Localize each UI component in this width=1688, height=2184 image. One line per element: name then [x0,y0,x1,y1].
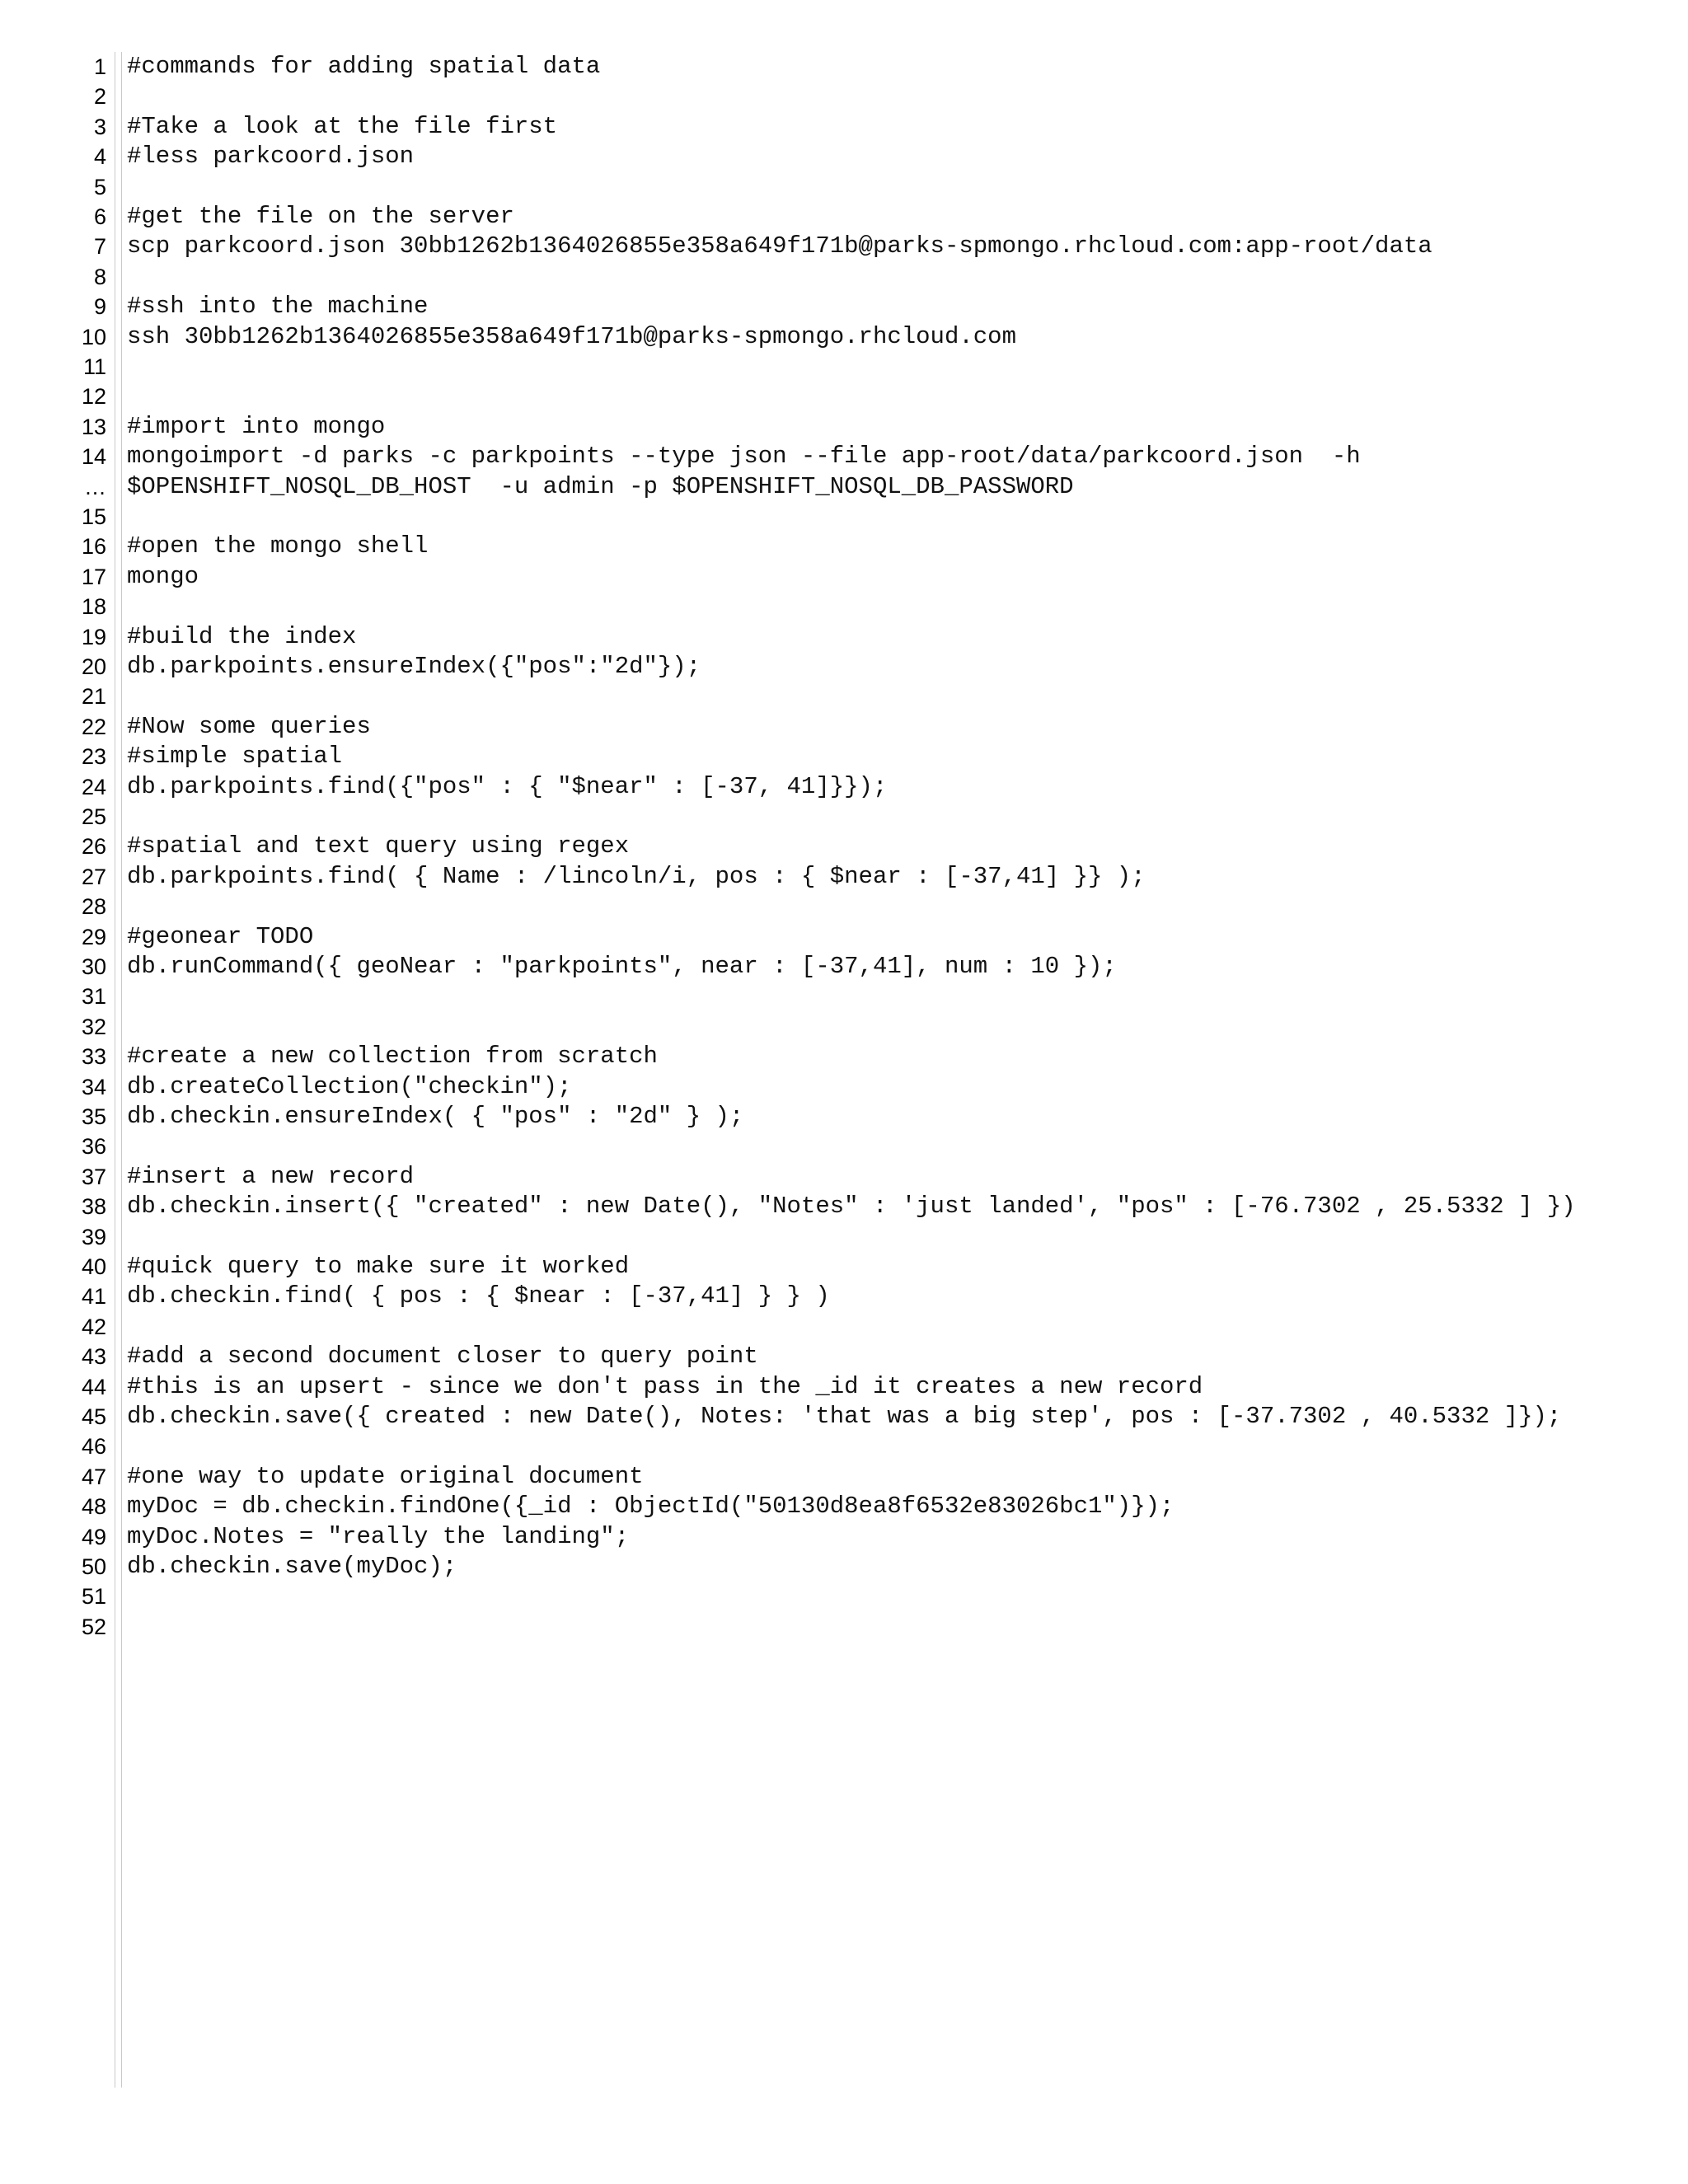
line-number: 19 [81,624,106,649]
line-number: 20 [81,654,106,679]
line-number: 33 [81,1044,106,1070]
code-line[interactable]: #get the file on the server [127,203,514,230]
line-number: 12 [81,384,106,410]
line-number: 27 [81,864,106,889]
code-line[interactable]: $OPENSHIFT_NOSQL_DB_HOST -u admin -p $OPENSHIFT_NOSQL_DB_PASSWORD [127,472,1074,500]
line-number: 34 [81,1074,106,1099]
line-number: 5 [93,174,106,199]
line-number: 41 [81,1284,106,1310]
code-line[interactable]: #import into mongo [127,412,386,440]
code-line[interactable]: myDoc.Notes = "really the landing"; [127,1522,630,1550]
code-line[interactable]: #open the mongo shell [127,532,429,560]
code-line[interactable]: #quick query to make sure it worked [127,1253,630,1280]
line-number: 24 [81,774,106,799]
line-number: 25 [81,804,106,829]
line-number: 7 [93,234,106,260]
line-number: 22 [81,714,106,739]
code-line[interactable]: mongoimport -d parks -c parkpoints --type json --file app-root/data/parkcoord.json -h [127,443,1361,471]
code-line[interactable]: #this is an upsert - since we don't pass in the _id it creates a new record [127,1372,1203,1400]
code-line[interactable]: ssh 30bb1262b1364026855e358a649f171b@parks-spmongo.rhcloud.com [127,322,1016,350]
code-line[interactable]: #add a second document closer to query point [127,1343,758,1371]
line-number: 14 [81,444,106,470]
code-line[interactable]: #spatial and text query using regex [127,832,630,860]
code-line[interactable]: #less parkcoord.json [127,143,415,171]
line-number: 9 [93,294,106,320]
line-number: … [84,474,106,499]
line-number: 17 [81,564,106,589]
line-number: 2 [93,84,106,110]
line-number: 29 [81,924,106,949]
code-line[interactable]: db.createCollection("checkin"); [127,1072,572,1100]
line-number: 49 [81,1524,106,1549]
line-number: 26 [81,834,106,860]
gutter-divider [121,52,122,2088]
code-line[interactable]: #geonear TODO [127,922,314,950]
code-line[interactable]: db.parkpoints.ensureIndex({"pos":"2d"}); [127,653,701,680]
line-number: 1 [93,54,106,79]
line-number: 11 [82,354,106,379]
line-number: 43 [81,1344,106,1370]
line-number: 10 [81,324,106,349]
line-number: 36 [81,1134,106,1160]
line-number: 6 [93,204,106,229]
code-line[interactable]: #insert a new record [127,1162,415,1190]
code-line[interactable]: #build the index [127,622,357,650]
code-line[interactable]: #create a new collection from scratch [127,1043,658,1071]
line-number: 39 [81,1224,106,1249]
line-number: 30 [81,954,106,979]
line-number: 3 [93,114,106,139]
code-line[interactable]: db.parkpoints.find({"pos" : { "$near" : [-37, 41]}}); [127,772,888,800]
line-number: 42 [81,1314,106,1339]
line-number: 4 [93,144,106,170]
code-line[interactable]: myDoc = db.checkin.findOne({_id : ObjectId("50130d8ea8f6532e83026bc1")}); [127,1493,1175,1521]
line-number: 28 [81,894,106,920]
code-line[interactable]: db.checkin.find( { pos : { $near : [-37,41] } } ) [127,1282,830,1310]
code-line[interactable]: db.parkpoints.find( { Name : /lincoln/i, pos : { $near : [-37,41] }} ); [127,862,1146,890]
code-line[interactable]: #commands for adding spatial data [127,53,601,80]
line-number: 40 [81,1254,106,1279]
line-number: 32 [81,1014,106,1039]
code-line[interactable]: db.checkin.insert({ "created" : new Date(), "Notes" : 'just landed', "pos" : [-76.7302 , 25.5332 ] }) [127,1193,1576,1221]
line-number: 51 [81,1584,106,1610]
line-number: 21 [81,684,106,710]
line-number: 15 [81,504,106,529]
line-number-gutter [0,52,108,2088]
code-line[interactable]: #Now some queries [127,712,371,740]
code-line[interactable]: mongo [127,562,199,590]
line-number: 46 [81,1434,106,1460]
code-line[interactable]: db.runCommand({ geoNear : "parkpoints", near : [-37,41], num : 10 }); [127,953,1117,980]
line-number: 13 [81,414,106,439]
code-line[interactable]: scp parkcoord.json 30bb1262b1364026855e358a649f171b@parks-spmongo.rhcloud.com:app-root/data [127,232,1432,260]
line-number: 52 [81,1614,106,1639]
line-number: 50 [81,1554,106,1579]
line-number: 31 [81,984,106,1010]
line-number: 35 [81,1104,106,1129]
line-number: 47 [81,1464,106,1489]
line-number: 37 [81,1164,106,1189]
code-line[interactable]: #Take a look at the file first [127,112,558,140]
code-line[interactable]: #ssh into the machine [127,293,429,321]
code-area[interactable] [127,52,1685,2088]
line-number: 48 [81,1494,106,1520]
line-number: 38 [81,1194,106,1220]
code-editor[interactable] [0,52,1688,2088]
line-number: 45 [81,1404,106,1429]
code-line[interactable]: #simple spatial [127,743,343,771]
line-number: 18 [81,594,106,620]
line-number: 44 [81,1374,106,1399]
code-line[interactable]: db.checkin.save({ created : new Date(), Notes: 'that was a big step', pos : [-37.7302 , 40.5332 ]}); [127,1403,1562,1430]
line-number: 8 [93,264,106,289]
code-line[interactable]: db.checkin.save(myDoc); [127,1553,457,1580]
line-number: 16 [81,534,106,560]
code-line[interactable]: #one way to update original document [127,1462,644,1490]
code-line[interactable]: db.checkin.ensureIndex( { "pos" : "2d" } ); [127,1103,744,1130]
line-number: 23 [81,744,106,770]
